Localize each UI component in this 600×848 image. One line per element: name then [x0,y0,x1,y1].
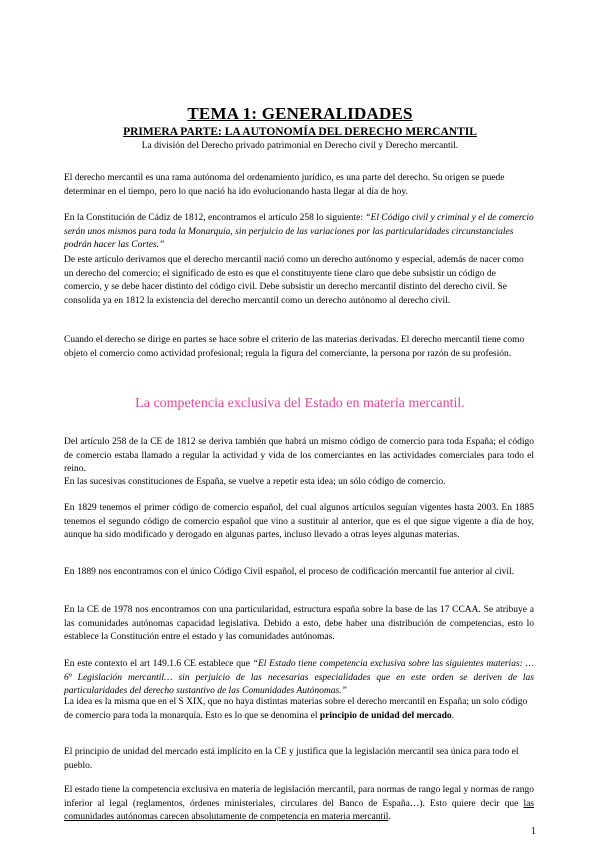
paragraph-12: El principio de unidad del mercado está implícito en la CE y justifica que la legislación mercantil sea única para todo el pueblo. [64,747,519,771]
paragraph-13-end: . [388,812,391,823]
paragraph-9: En la CE de 1978 nos encontramos con una particularidad, estructura españa sobre la base de las 17 CCAA. Se atribuye a las comunidades autónomas capacidad legislativa. Debido a esto, debe haber una distribución de competencias, esto lo establece la Constitución entre el estado y las comunidades autónomas. [64,605,534,643]
article-quote: “El Estado tiene competencia exclusiva sobre las siguientes materias: … 6º Legislación mercantil… sin perjuicio de las necesarias especialidades que en este orden se deriven de las particularidades del derecho sustantivo de las Comunidades Autónomas.” [64,659,534,697]
section-heading: La competencia exclusiva del Estado en materia mercantil. [135,396,465,411]
paragraph-2-lead: En la Constitución de Cádiz de 1812, encontramos el artículo 258 lo siguiente: [64,213,366,223]
paragraph-8: En 1889 nos encontramos con el único Código Civil español, el proceso de codificación mercantil fue anterior al civil. [64,567,515,577]
page-number: 1 [531,826,536,837]
underlined-statement: las comunidades autónomas carecen absolutamente de competencia en materia mercantil [64,798,534,823]
paragraph-11 [64,696,534,723]
paragraph-1: El derecho mercantil es una rama autónoma del ordenamiento jurídico, es una parte del derecho. Su origen se puede determinar en el tiempo, pero lo que nació ha ido evolucionando hasta llegar al día de hoy. [64,173,505,197]
paragraph-10 [64,658,534,699]
paragraph-11-lead: La idea es la misma que en el S XIX, que no haya distintas materias sobre el derecho mercantil en España; un solo código de comercio para toda la monarquía. Esto es lo que se denomina el [64,697,528,721]
paragraph-6: En las sucesivas constituciones de España, se vuelve a repetir esta idea; un sólo código de comercio. [64,477,446,487]
paragraph-11-end: . [451,710,455,721]
page-title: TEMA 1: GENERALIDADES [187,104,413,123]
paragraph-2 [64,212,534,253]
section-subtitle: PRIMERA PARTE: LA AUTONOMÍA DEL DERECHO MERCANTIL [123,126,477,138]
unity-principle-term: principio de unidad del mercado [319,710,452,721]
paragraph-3: De este artículo derivamos que el derecho mercantil nació como un derecho autónomo y especial, además de nacer como un derecho del comercio; el significado de esto es que el constituyente tiene claro que debe subsistir un código de comercio, y se debe hacer distinto del código civil. Debe subsistir un derecho mercantil distinto del derecho civil. Se consolida ya en 1812 la existencia del derecho mercantil como un derecho autónomo al derecho civil. [64,255,524,306]
constitution-quote: “El Código civil y criminal y el de comercio serán unos mismos para toda la Monarquía, sin perjuicio de las variaciones por las particularidades circunstanciales podrán hacer las Cortes.” [64,213,534,251]
paragraph-7: En 1829 tenemos el primer código de comercio español, del cual algunos artículos seguían vigentes hasta 2003. En 1885 tenemos el segundo código de comercio español que vino a sustituir al anterior, que es el que sigue vigente a día de hoy, aunque ha sido modificado y derogado en algunas partes, incluso llevado a otras leyes algunas materias. [64,503,534,541]
paragraph-4: Cuando el derecho se dirige en partes se hace sobre el criterio de las materias derivadas. El derecho mercantil tiene como objeto el comercio como actividad profesional; regula la figura del comerciante, la persona por razón de su profesión. [64,335,525,359]
paragraph-10-lead: En este contexto el art 149.1.6 CE establece que [64,659,253,669]
intro-line: La división del Derecho privado patrimonial en Derecho civil y Derecho mercantil. [141,141,459,151]
paragraph-13-lead: El estado tiene la competencia exclusiva en materia de legislación mercantil, para normas de rango legal y normas de rango inferior al legal (reglamentos, órdenes ministeriales, circulares del Banco de España…). Esto quiere decir que [64,785,534,809]
paragraph-5: Del artículo 258 de la CE de 1812 se deriva también que habrá un mismo código de comercio para toda España; el código de comercio estaba llamado a regular la actividad y vida de los comerciantes en las actividades comerciales para todo el reino. [64,437,534,475]
paragraph-13 [64,784,534,825]
